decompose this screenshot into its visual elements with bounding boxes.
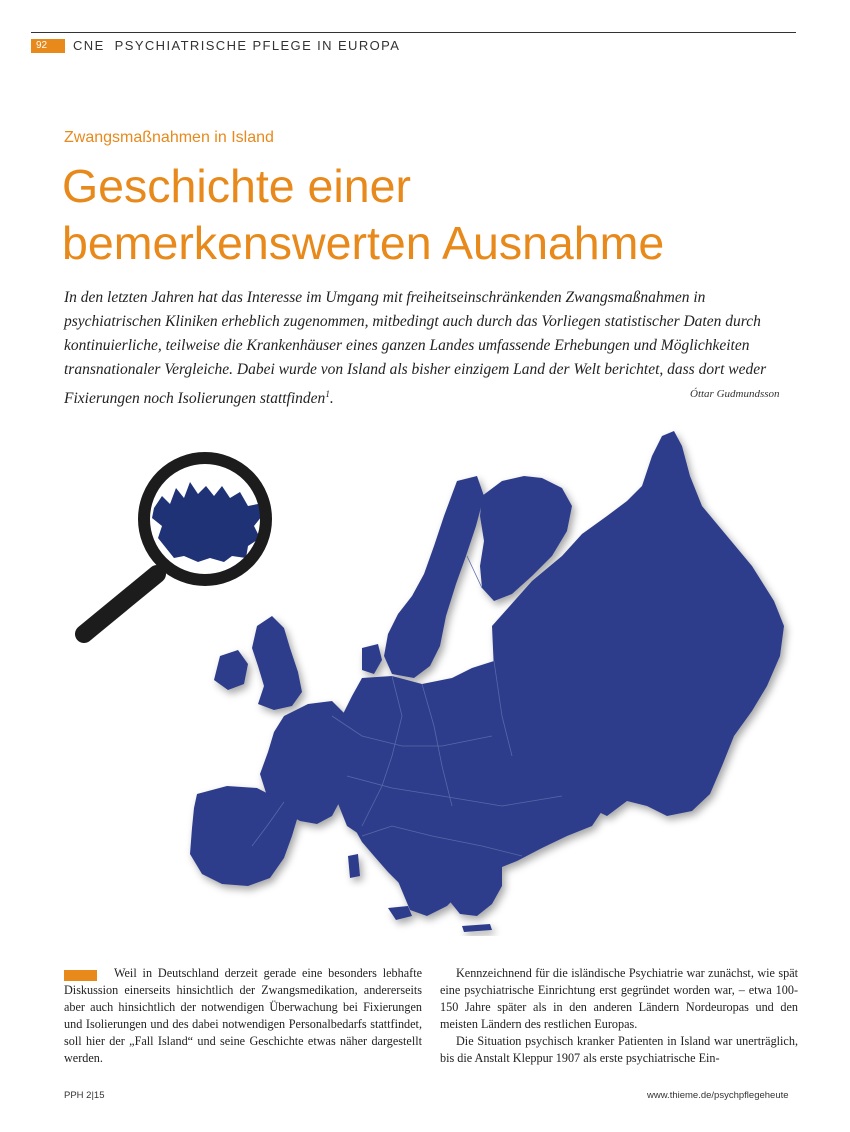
article-lead <box>64 286 799 411</box>
author-name: Óttar Gudmundsson <box>690 388 780 400</box>
map-sardinia <box>348 854 360 878</box>
article-title-line-1: Geschichte einer <box>62 160 411 212</box>
lead-end: . <box>329 390 334 408</box>
article-title-line-2: bemerkenswerten Ausnahme <box>62 217 665 269</box>
lead-text: In den letzten Jahren hat das Interesse im Umgang mit freiheitseinschränkenden Zwangsmaßnahmen in psychiatrischen Kliniken erheblich zugenommen, mitbedingt auch durch das Vorliegen statistischer Daten durch kontinuierliche, teilweise die Krankenhäuser eines ganzen Landes umfassende Erhebungen und Möglichkeiten transnationaler Vergleiche. Dabei wurde von Island als bisher einzigem Land der Welt berichtet, dass dort weder Fixierungen noch Isolierungen stattfinden <box>64 289 767 408</box>
running-head: CNE PSYCHIATRISCHE PFLEGE IN EUROPA <box>73 38 401 53</box>
lead-footnote-marker: 1 <box>325 389 330 399</box>
page-number-badge: 92 <box>31 39 65 53</box>
footer-issue: PPH 2|15 <box>64 1090 105 1101</box>
footer-url[interactable]: www.thieme.de/psychpflegeheute <box>647 1090 789 1101</box>
article-title <box>62 158 802 272</box>
article-kicker: Zwangsmaßnahmen in Island <box>64 129 274 146</box>
body-column-right <box>440 965 798 1067</box>
body-column-left <box>64 965 422 1067</box>
top-rule <box>31 32 796 33</box>
body-paragraph: Kennzeichnend für die isländische Psychiatrie war zunächst, wie spät eine psychiatrische Einrichtung erst gegründet worden war, – etwa 100-150 Jahre später als in den anderen Ländern Nordeuropas und den meisten Ländern des restlichen Europas. <box>440 966 798 1031</box>
body-paragraph: Weil in Deutschland derzeit gerade eine besonders lebhafte Diskussion einerseits hinsichtlich der Zwangsmedikation, andererseits aber auch hinsichtlich der notwendigen Überwachung bei Fixierungen und Isolierungen und des dabei notwendigen Personalbedarfs stattfindet, soll hier der „Fall Island“ und seine Geschichte etwas näher dargestellt werden. <box>64 966 422 1065</box>
europe-map-illustration <box>62 416 797 936</box>
body-paragraph: Die Situation psychisch kranker Patienten in Island war unerträglich, bis die Anstalt Kleppur 1907 als erste psychiatrische Ein- <box>440 1034 798 1065</box>
